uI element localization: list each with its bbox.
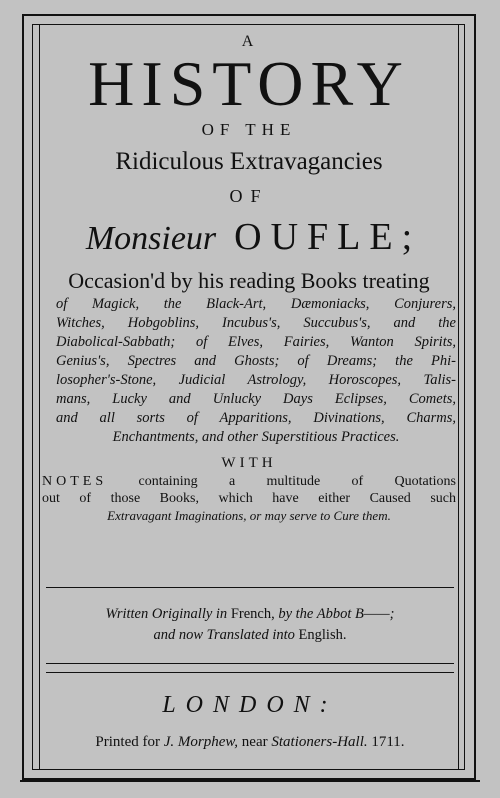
subject-line: and all sorts of Apparitions, Divinations, Charms, (56, 410, 456, 426)
title-main: HISTORY (88, 48, 410, 119)
subject-list (42, 295, 456, 447)
notes-lead: NOTES (42, 474, 108, 489)
translation-text: and now Translated into (153, 627, 295, 643)
translation-text: Written Originally in (105, 606, 228, 622)
imprint-line (46, 732, 454, 752)
translation-language: English. (298, 627, 347, 643)
subject-line: mans, Lucky and Unlucky Days Eclipses, Comets, (56, 391, 456, 407)
right-side-rule (458, 24, 459, 770)
imprint-place: Stationers-Hall. (271, 734, 368, 750)
translation-language: French, (230, 606, 275, 622)
title-name-punct: ; (401, 216, 413, 258)
title-block (42, 28, 456, 525)
subject-line: Diabolical-Sabbath; of Elves, Fairies, Wanton Spirits, (56, 334, 456, 350)
title-article: A (241, 33, 257, 50)
title-ridiculous: Ridiculous Extravagancies (115, 148, 383, 175)
translation-note (46, 604, 454, 646)
notes-line-3 (42, 507, 456, 525)
subject-line: losopher's-Stone, Judicial Astrology, Horoscopes, Talis- (56, 372, 456, 388)
title-of: OF (229, 186, 269, 206)
subject-line: of Magick, the Black-Art, Dæmoniacks, Conjurers, (56, 296, 456, 312)
notes-line-1 (42, 473, 456, 490)
subject-line: Witches, Hobgoblins, Incubus's, Succubus's, and the (56, 315, 456, 331)
imprint-text: Printed for (95, 734, 160, 750)
divider-rule (46, 663, 454, 664)
translation-line-2 (46, 625, 454, 646)
title-monsieur: Monsieur (85, 220, 217, 257)
with-heading: WITH (221, 455, 277, 471)
divider-rule (46, 587, 454, 588)
imprint-city: LONDON: (162, 692, 338, 718)
notes-text: containing a multitude of Quotations (138, 474, 456, 489)
occasion-line: Occasion'd by his reading Books treating (68, 268, 430, 293)
left-side-rule (39, 24, 40, 770)
subject-line: Enchantments, and other Superstitious Practices. (112, 429, 400, 445)
title-name: OUFLE (234, 216, 402, 258)
translation-author: by the Abbot B——; (278, 606, 395, 622)
imprint-printer: J. Morphew, (163, 734, 239, 750)
translation-line-1 (46, 604, 454, 625)
title-of-the: OF THE (201, 120, 297, 139)
bottom-rule (20, 780, 480, 782)
notes-line-2: out of those Books, which have either Caused such (42, 491, 456, 506)
divider-rule (46, 672, 454, 673)
title-monsieur-line (42, 215, 456, 259)
notes-line-3-text: Extravagant Imaginations, or may serve to Cure them. (107, 508, 391, 523)
subject-line: Genius's, Spectres and Ghosts; of Dreams; the Phi- (56, 353, 456, 369)
imprint-year: 1711. (371, 734, 405, 750)
imprint-text: near (241, 734, 268, 750)
